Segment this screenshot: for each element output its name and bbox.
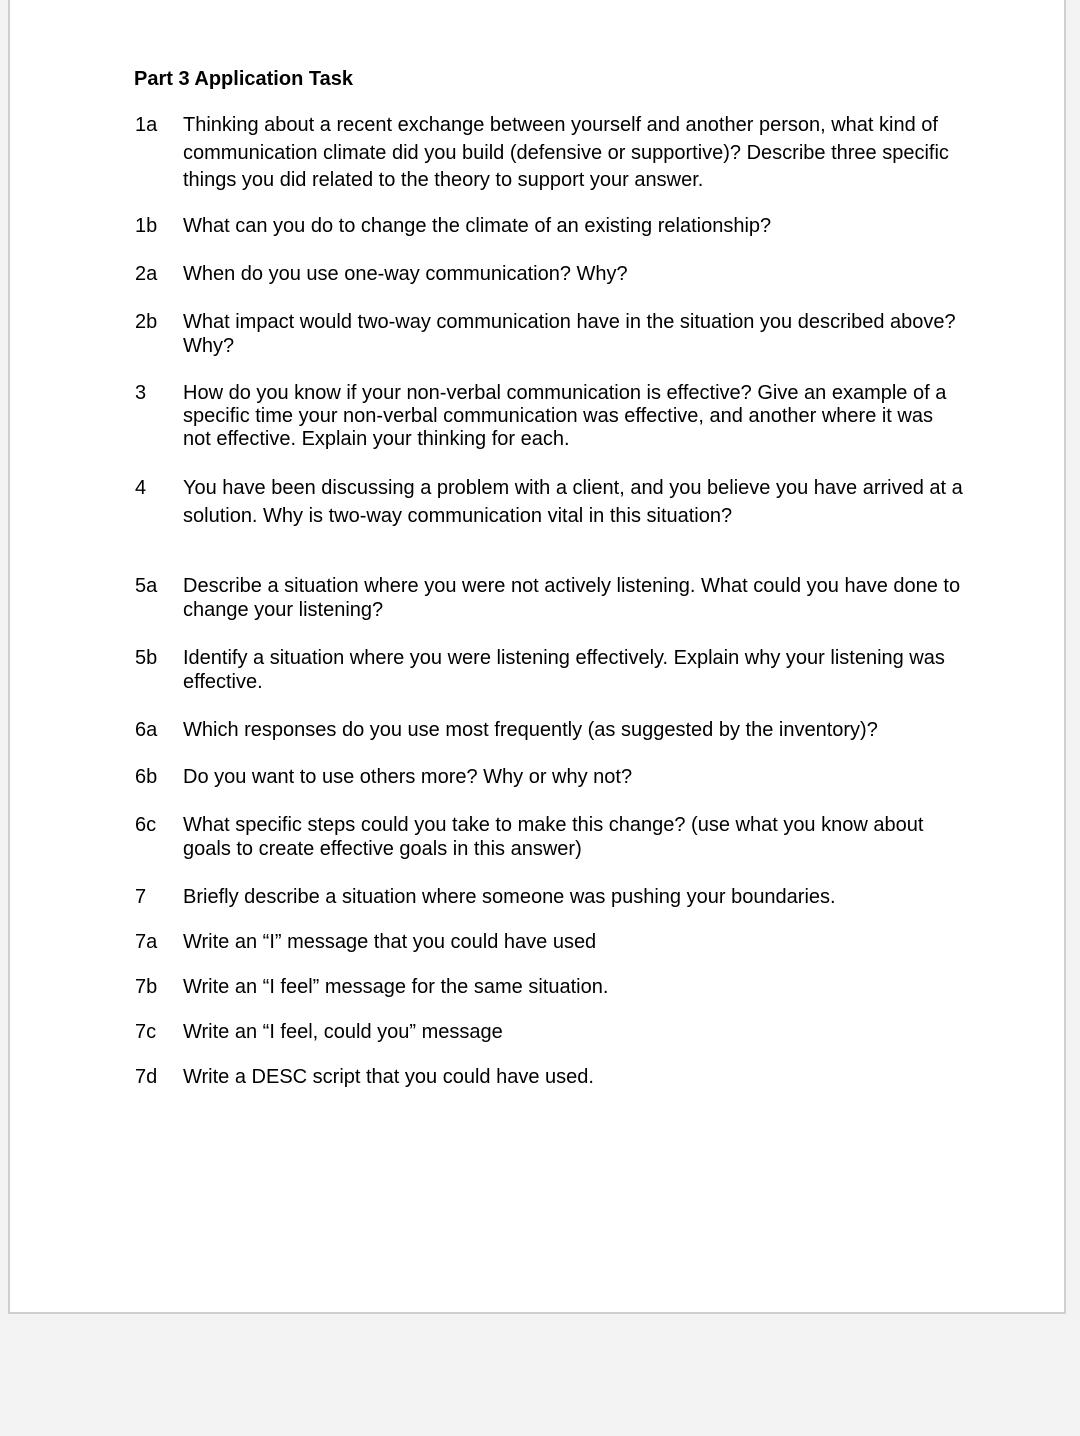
question-number: 7d (135, 1066, 158, 1088)
question-number: 7 (135, 886, 147, 908)
question-text: Write an “I feel, could you” message (183, 1021, 503, 1043)
question-text: Describe a situation where you were not actively listening. What could you have done to change your listening? (183, 575, 961, 621)
question-text: What specific steps could you take to make this change? (use what you know about goals to create effective goals in this answer) (183, 814, 924, 860)
question-number: 6c (135, 814, 157, 836)
question-number: 7a (135, 931, 158, 953)
question-text: Identify a situation where you were listening effectively. Explain why your listening was effective. (183, 647, 945, 693)
question-text: Briefly describe a situation where someone was pushing your boundaries. (183, 886, 836, 908)
question-text: Do you want to use others more? Why or why not? (183, 766, 633, 788)
question-number: 2a (135, 263, 158, 285)
question-text: How do you know if your non-verbal communication is effective? Give an example of a specific time your non-verbal communication was effective, and another where it was not effective. Explain your thinking for each. (183, 382, 947, 450)
document-title: Part 3 Application Task (134, 68, 353, 90)
question-number: 7c (135, 1021, 157, 1043)
question-number: 1a (135, 114, 158, 136)
question-number: 6b (135, 766, 158, 788)
question-number: 3 (135, 382, 147, 404)
question-number: 1b (135, 215, 158, 237)
question-number: 7b (135, 976, 158, 998)
question-text: Write an “I feel” message for the same situation. (183, 976, 609, 998)
question-number: 5b (135, 647, 158, 669)
question-number: 6a (135, 719, 158, 741)
question-text: Write a DESC script that you could have used. (183, 1066, 594, 1088)
question-text: What impact would two-way communication have in the situation you described above? Why? (183, 311, 956, 357)
question-text: When do you use one-way communication? Why? (183, 263, 628, 285)
question-text: Write an “I” message that you could have used (183, 931, 597, 953)
question-number: 5a (135, 575, 158, 597)
question-text: Thinking about a recent exchange between yourself and another person, what kind of communication climate did you build (defensive or supportive)? Describe three specific things you did related to the theory to support your answer. (183, 114, 949, 191)
question-text: You have been discussing a problem with a client, and you believe you have arrived at a solution. Why is two-way communication vital in this situation? (183, 477, 963, 527)
question-text: What can you do to change the climate of an existing relationship? (183, 215, 772, 237)
question-number: 2b (135, 311, 158, 333)
question-text: Which responses do you use most frequently (as suggested by the inventory)? (183, 719, 878, 741)
document-page (8, 0, 1066, 1314)
question-number: 4 (135, 477, 147, 499)
